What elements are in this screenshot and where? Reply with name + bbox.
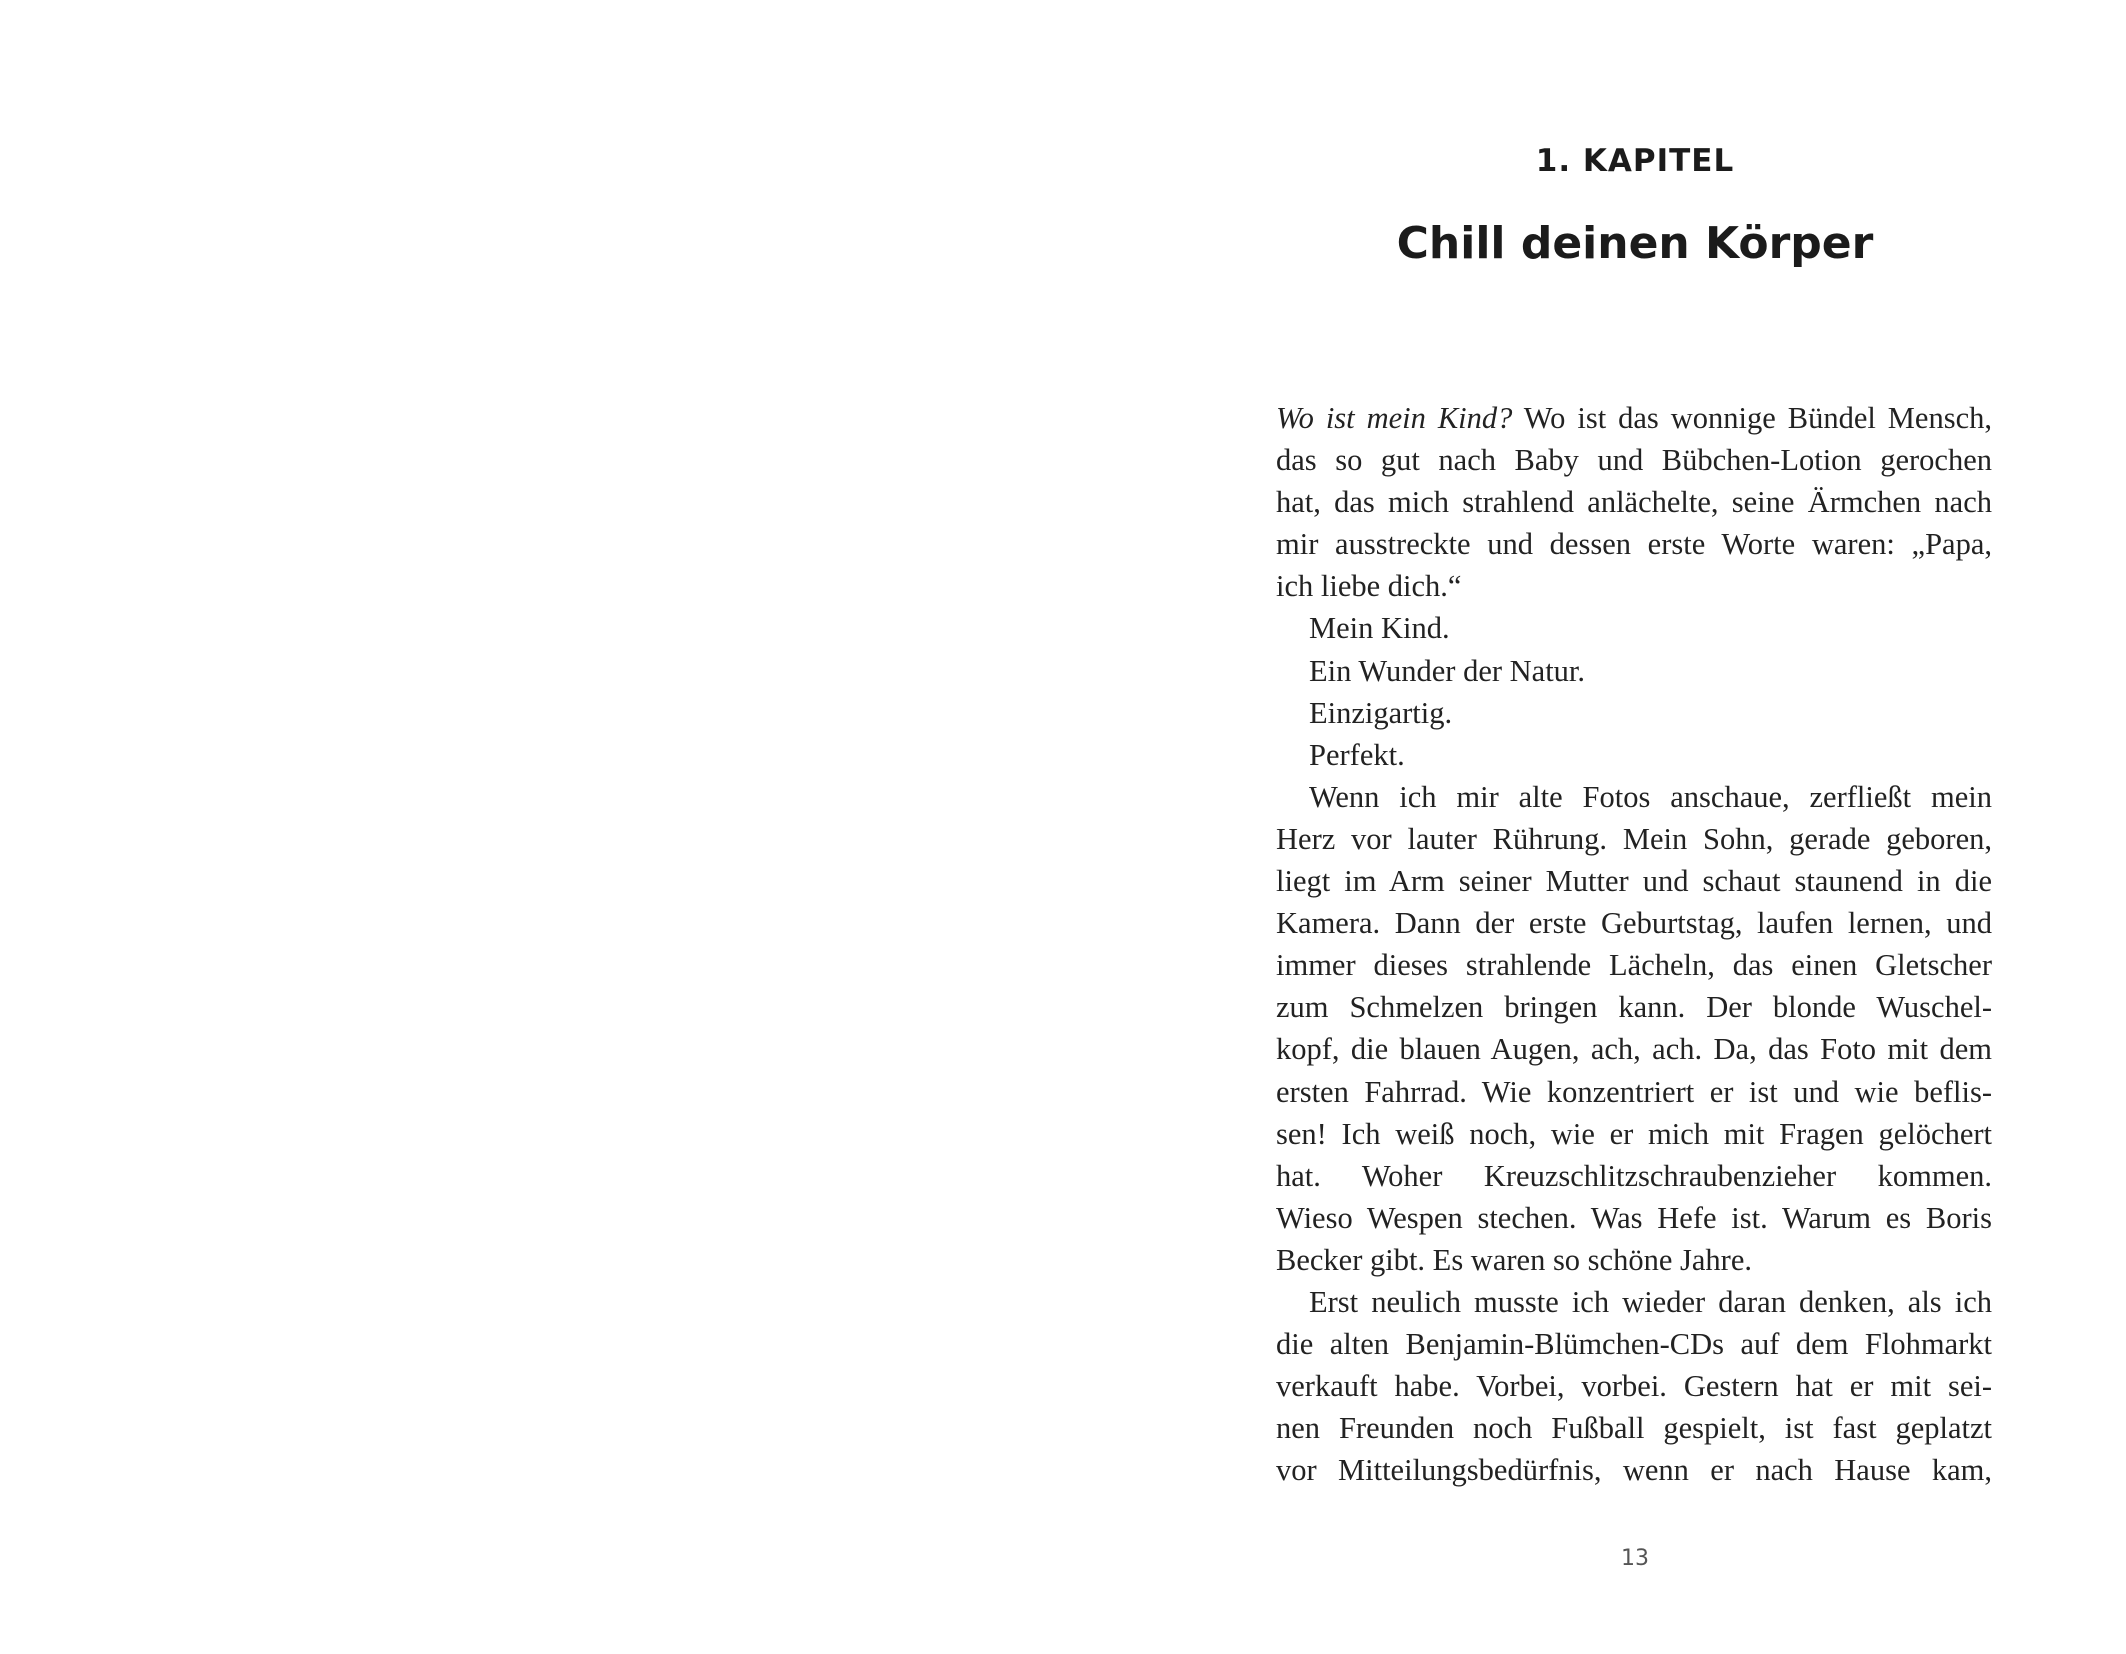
text-line: nen Freunden noch Fußball gespielt, ist fast geplatzt [1276, 1411, 1992, 1446]
text-line: Mein Kind. [1309, 611, 1450, 646]
text-line: Wo ist mein Kind? Wo ist das wonnige Bündel Mensch, [1276, 401, 1992, 435]
text-line: ersten Fahrrad. Wie konzentriert er ist und wie beflis- [1276, 1074, 1992, 1109]
text-line: Becker gibt. Es waren so schöne Jahre. [1276, 1242, 1752, 1277]
text-line: die alten Benjamin-Blümchen-CDs auf dem Flohmarkt [1276, 1327, 1992, 1362]
body-text [1276, 397, 1992, 1491]
text-line: hat, das mich strahlend anlächelte, seine Ärmchen nach [1276, 485, 1992, 520]
text-line: verkauft habe. Vorbei, vorbei. Gestern hat er mit sei- [1276, 1369, 1992, 1404]
text-line: hat. Woher Kreuzschlitzschraubenzieher kommen. [1276, 1158, 1992, 1193]
text-line: immer dieses strahlende Lächeln, das einen Gletscher [1276, 948, 1992, 983]
text-line: Wenn ich mir alte Fotos anschaue, zerfließt mein [1309, 779, 1992, 814]
text-line: Wieso Wespen stechen. Was Hefe ist. Warum es Boris [1276, 1200, 1992, 1235]
chapter-title: Chill deinen Körper [1396, 218, 1874, 269]
text-line: liegt im Arm seiner Mutter und schaut staunend in die [1276, 864, 1992, 899]
text-line: zum Schmelzen bringen kann. Der blonde Wuschel- [1276, 990, 1992, 1025]
text-line: Kamera. Dann der erste Geburtstag, laufen lernen, und [1276, 906, 1992, 941]
text-line: ich liebe dich.“ [1276, 569, 1462, 604]
text-line: Perfekt. [1309, 737, 1405, 772]
text-line: sen! Ich weiß noch, wie er mich mit Fragen gelöchert [1276, 1116, 1992, 1151]
text-line: Herz vor lauter Rührung. Mein Sohn, gerade geboren, [1276, 821, 1992, 856]
text-line: das so gut nach Baby und Bübchen-Lotion gerochen [1276, 443, 1992, 478]
text-line: Einzigartig. [1309, 695, 1453, 730]
italic-phrase: Wo ist mein Kind? [1276, 401, 1513, 435]
page-number: 13 [1621, 1546, 1649, 1571]
text-line: Erst neulich musste ich wieder daran denken, als ich [1309, 1284, 1992, 1319]
chapter-label: 1. KAPITEL [1535, 143, 1735, 179]
text-line: kopf, die blauen Augen, ach, ach. Da, das Foto mit dem [1276, 1032, 1992, 1067]
text-line: vor Mitteilungsbedürfnis, wenn er nach Hause kam, [1276, 1453, 1992, 1488]
text-line: mir ausstreckte und dessen erste Worte waren: „Papa, [1276, 527, 1992, 562]
text-line: Ein Wunder der Natur. [1309, 653, 1586, 688]
